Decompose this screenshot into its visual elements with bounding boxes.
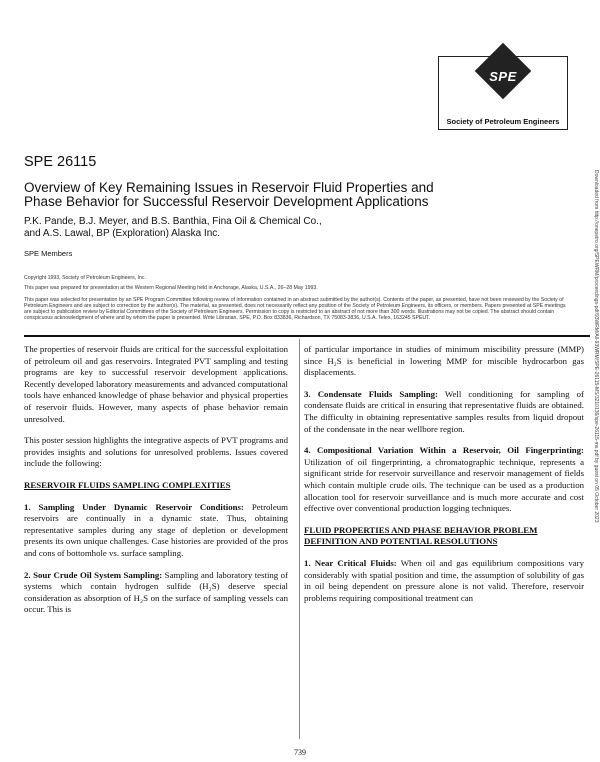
paper-number: SPE 26115 <box>24 154 97 170</box>
paper-title <box>24 181 464 209</box>
near-critical-paragraph <box>304 558 584 604</box>
item-1-text: Petroleum reservoirs are continually in a dynamic state. Thus, obtaining representative samples during any stage of depletion or development presents its own unique challenges. Case histories are provided of the pros and cons of bottomhole vs. surface sampling. <box>24 501 289 558</box>
continuation-paragraph: of particular importance in studies of minimum miscibility pressure (MMP) since H₂S is beneficial in lowering MMP for miscible hydrocarbon gas displacements. <box>304 344 584 378</box>
item-2-text: Sampling and laboratory testing of systems which contain hydrogen sulfide (H₂S) deserve special consideration as absorption of H₂S on the surface of sampling vessels can occur. This is <box>24 569 289 615</box>
scope-paragraph: This poster session highlights the integrative aspects of PVT programs and provides insights and solutions for unresolved problems. Issues covered include the following: <box>24 435 288 469</box>
title-line-1: Overview of Key Remaining Issues in Reservoir Fluid Properties and <box>24 180 434 195</box>
item-2-lead: 2. Sour Crude Oil System Sampling: <box>24 569 163 580</box>
page-number: 739 <box>294 748 306 757</box>
authors <box>24 216 464 239</box>
near-critical-lead: 1. Near Critical Fluids: <box>304 557 397 568</box>
presentation-note: This paper was prepared for presentation at the Western Regional Meeting held in Anchorage, Alaska, U.S.A., 26–28 May 1993. <box>24 285 318 291</box>
spe-logo <box>438 56 568 130</box>
section-heading-fluid-properties: FLUID PROPERTIES AND PHASE BEHAVIOR PROBLEM DEFINITION AND POTENTIAL RESOLUTIONS <box>304 524 538 547</box>
intro-paragraph: The properties of reservoir fluids are critical for the successful exploitation of petroleum oil and gas reservoirs. Integrated PVT sampling and testing programs are key to successful reservoir development applications. Recently developed laboratory measurements and advanced computational tools have enhanced knowledge of phase behavior and physical properties of reservoir fluids. However, many aspects of phase behavior remain unresolved. <box>24 344 288 424</box>
download-watermark: Downloaded from http://onepetro.org/SPEWRM/proceedings-pdf/93WRM/All-93WRM/SPE-26115-MS/3210136/spe-26115-ms.pdf by guest on 05 October 2023 <box>593 170 599 523</box>
item-2-paragraph <box>24 570 288 616</box>
left-column <box>24 344 288 626</box>
item-1-lead: 1. Sampling Under Dynamic Reservoir Conditions: <box>24 501 244 512</box>
item-3-lead: 3. Condensate Fluids Sampling: <box>304 388 438 399</box>
right-column <box>304 344 584 614</box>
item-3-text: Well conditioning for sampling of condensate fluids are critical in ensuring that representative fluids are obtained. The difficulty in obtaining representative samples results from liquid dropout of the condensate in the near wellbore region. <box>304 388 584 434</box>
section-heading-sampling: RESERVOIR FLUIDS SAMPLING COMPLEXITIES <box>24 479 231 490</box>
item-4-text: Utilization of oil fingerprinting, a chromatographic technique, represents a significant stride for reservoir surveillance and reservoir management of fields which contain multiple crude oils. The technique can be used as a production allocation tool for reservoir surveillance and is much more accurate and cost effective over conventional production logging techniques. <box>304 456 584 514</box>
near-critical-text: When oil and gas equilibrium compositions vary considerably with spatial position and time, the assumption of solubility of gas in oil being dependent on pressure alone is not valid. Therefore, reservoir problems requiring compositional treatment can <box>304 557 584 603</box>
authors-line-2: and A.S. Lawal, BP (Exploration) Alaska Inc. <box>24 227 221 239</box>
item-4-lead: 4. Compositional Variation Within a Reservoir, Oil Fingerprinting: <box>304 445 584 456</box>
title-line-2: Phase Behavior for Successful Reservoir Development Applications <box>24 194 429 209</box>
logo-text: SPE <box>489 69 517 84</box>
spe-members: SPE Members <box>24 249 73 258</box>
item-4-paragraph <box>304 445 584 515</box>
legal-notice: This paper was selected for presentation by an SPE Program Committee following review of information contained in an abstract submitted by the author(s). Contents of the paper, as presented, have not been reviewed by the Society of Petroleum Engineers and are subject to correction by the author(s). The material, as presented, does not necessarily reflect any position of the Society of Petroleum Engineers, its officers, or members. Papers presented at SPE meetings are subject to publication review by Editorial Committees of the Society of Petroleum Engineers. Permission to copy is restricted to an abstract of not more than 300 words. Illustrations may not be copied. The abstract should contain conspicuous acknowledgment of where and by whom the paper is presented. Write Librarian, SPE, P.O. Box 833836, Richardson, TX 75083-3836, U.S.A. Telex, 163245 SPEUT. <box>24 297 566 321</box>
authors-line-1: P.K. Pande, B.J. Meyer, and B.S. Banthia, Fina Oil & Chemical Co., <box>24 216 322 227</box>
item-1-paragraph <box>24 502 288 560</box>
header-divider <box>24 335 590 337</box>
logo-caption: Society of Petroleum Engineers <box>446 117 560 126</box>
copyright-note: Copyright 1993, Society of Petroleum Engineers, Inc. <box>24 275 146 281</box>
item-3-paragraph <box>304 389 584 435</box>
column-divider <box>299 339 300 739</box>
